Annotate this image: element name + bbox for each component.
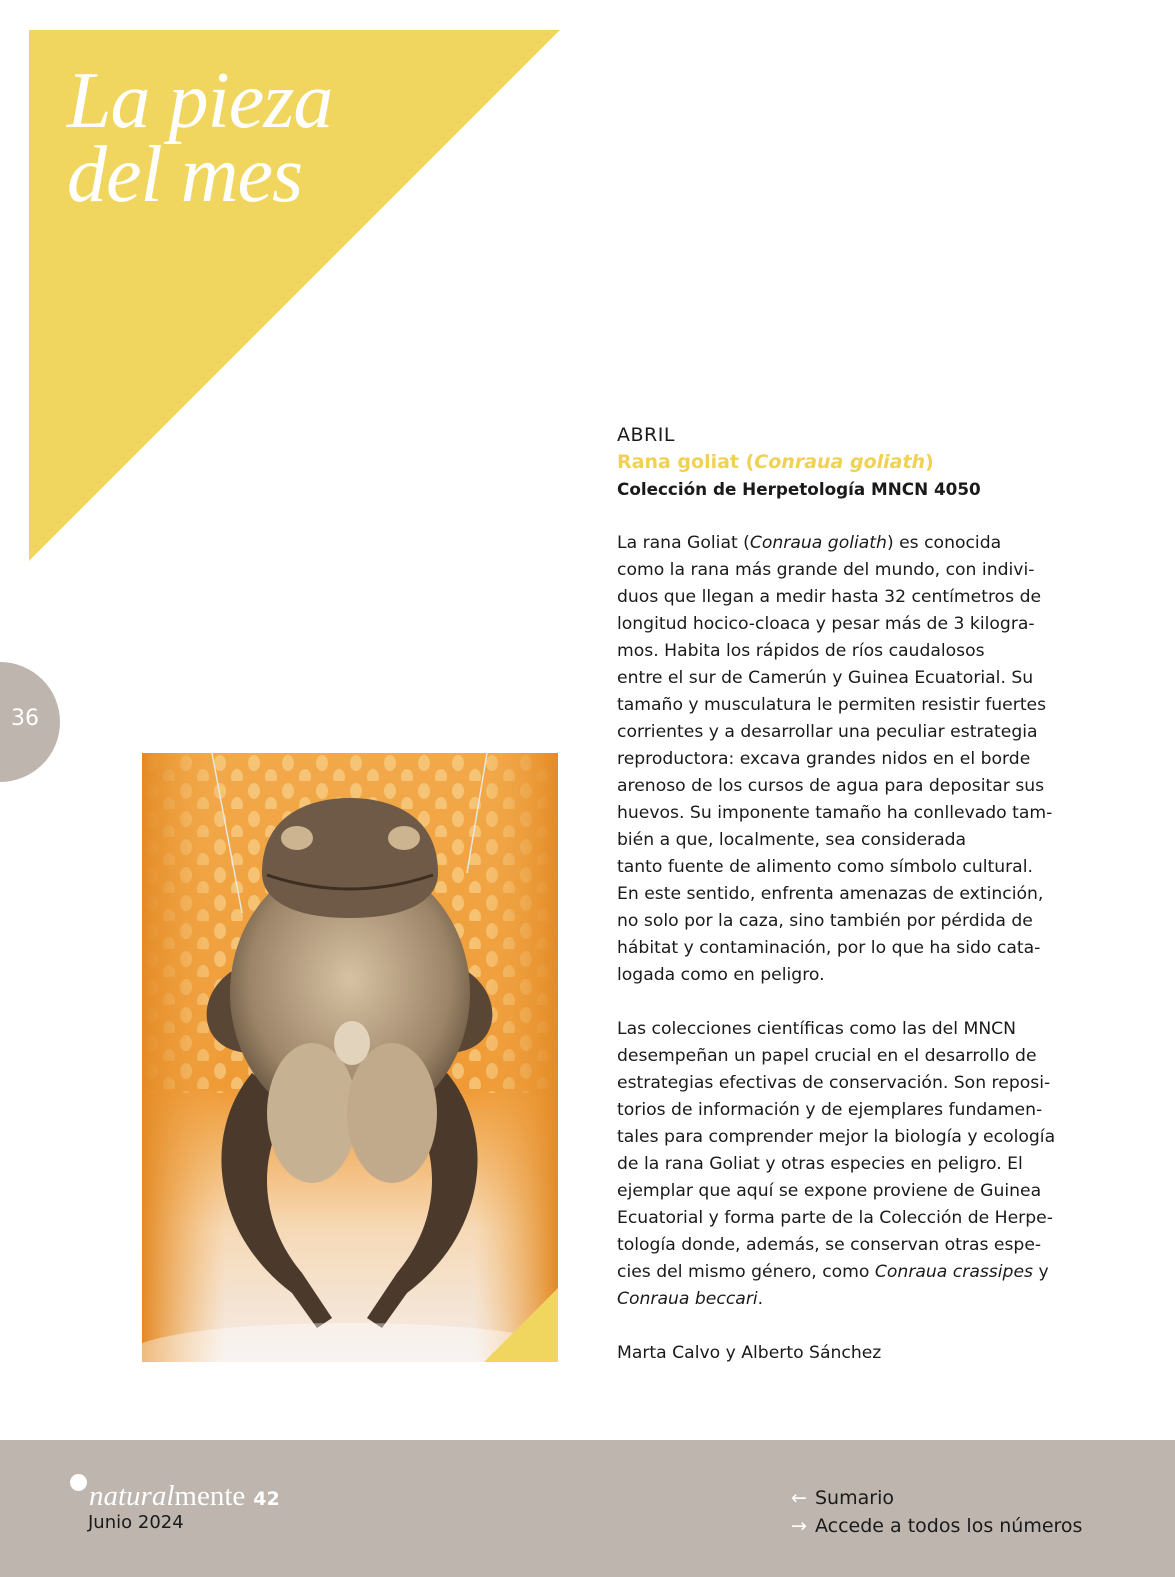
species-latin-name: Conraua goliath	[754, 451, 926, 473]
paragraph-1-line: mos. Habita los rápidos de ríos caudalosos	[617, 641, 985, 661]
paragraph-2-line: Las colecciones científicas como las del MNCN	[617, 1019, 1017, 1039]
paragraph-2-line: desempeñan un papel crucial en el desarrollo de	[617, 1046, 1037, 1066]
article-paragraph-2	[617, 1016, 1092, 1313]
article-species	[617, 449, 1092, 476]
article-collection: Colección de Herpetología MNCN 4050	[617, 479, 981, 499]
p2-last-period: .	[757, 1289, 764, 1309]
summary-link[interactable]	[791, 1484, 1082, 1512]
specimen-photo	[142, 753, 558, 1362]
paragraph-1-line: En este sentido, enfrenta amenazas de extinción,	[617, 884, 1044, 904]
p1-intro-end: ) es conocida	[886, 533, 1002, 553]
paragraph-2-line: torios de información y de ejemplares fundamen-	[617, 1100, 1043, 1120]
p1-intro: La rana Goliat (	[617, 533, 750, 553]
species-common-name: Rana goliat (	[617, 451, 755, 473]
paragraph-1-line: como la rana más grande del mundo, con indivi-	[617, 560, 1035, 580]
magazine-logo	[70, 1480, 280, 1513]
paragraph-1-line: duos que llegan a medir hasta 32 centímetros de	[617, 587, 1042, 607]
paragraph-1-line: hábitat y contaminación, por lo que ha sido cata-	[617, 938, 1041, 958]
paragraph-1-line: reproductora: excava grandes nidos en el borde	[617, 749, 1031, 769]
article-paragraph-1	[617, 530, 1092, 989]
paragraph-2-line: estrategias efectivas de conservación. Son reposi-	[617, 1073, 1051, 1093]
paragraph-2-line: de la rana Goliat y otras especies en peligro. El	[617, 1154, 1023, 1174]
paragraph-2-line: Ecuatorial y forma parte de la Colección de Herpe-	[617, 1208, 1053, 1228]
article-month: ABRIL	[617, 424, 675, 446]
section-title-line1: La pieza	[67, 57, 333, 145]
paragraph-1-line: arenoso de los cursos de agua para depositar sus	[617, 776, 1045, 796]
paragraph-2-line-last	[617, 1259, 1092, 1286]
paragraph-2-line: ejemplar que aquí se expone proviene de Guinea	[617, 1181, 1042, 1201]
section-title-line2: del mes	[67, 131, 303, 219]
paragraph-1-line-0	[617, 530, 1092, 557]
arrow-right-icon: →	[791, 1515, 807, 1537]
p2-latin-crassipes: Conraua crassipes	[874, 1262, 1033, 1282]
issue-number: 42	[253, 1488, 280, 1510]
all-issues-link-label: Accede a todos los números	[815, 1515, 1083, 1537]
paragraph-1-line: huevos. Su imponente tamaño ha conllevado tam-	[617, 803, 1053, 823]
article-author: Marta Calvo y Alberto Sánchez	[617, 1343, 882, 1363]
article	[617, 422, 1092, 1367]
paragraph-1-line: tanto fuente de alimento como símbolo cultural.	[617, 857, 1033, 877]
species-close-paren: )	[925, 451, 934, 473]
paragraph-1-line: logada como en peligro.	[617, 965, 825, 985]
paragraph-1-line: bién a que, localmente, sea considerada	[617, 830, 967, 850]
paragraph-1-line: no solo por la caza, sino también por pérdida de	[617, 911, 1033, 931]
paragraph-2-line: tales para comprender mejor la biología y ecología	[617, 1127, 1056, 1147]
paragraph-2-line-final	[617, 1286, 1092, 1313]
paragraph-1-line: tamaño y musculatura le permiten resistir fuertes	[617, 695, 1047, 715]
p2-last-text: cies del mismo género, como	[617, 1262, 875, 1282]
paragraph-1-line: longitud hocico-cloaca y pesar más de 3 kilogra-	[617, 614, 1035, 634]
footer-nav	[791, 1484, 1082, 1540]
logo-regular: mente	[174, 1480, 246, 1512]
section-title	[67, 57, 333, 219]
paragraph-1-line: corrientes y a desarrollar una peculiar estrategia	[617, 722, 1038, 742]
p1-latin: Conraua goliath	[749, 533, 887, 553]
paragraph-2-line: tología donde, además, se conservan otras espe-	[617, 1235, 1042, 1255]
logo-italic: natural	[89, 1480, 175, 1512]
page-number: 36	[11, 706, 39, 731]
arrow-left-icon: ←	[791, 1487, 807, 1509]
all-issues-link[interactable]	[791, 1512, 1082, 1540]
issue-date: Junio 2024	[88, 1512, 184, 1533]
summary-link-label: Sumario	[815, 1487, 894, 1509]
logo-dot-icon	[70, 1474, 87, 1491]
paragraph-1-line: entre el sur de Camerún y Guinea Ecuatorial. Su	[617, 668, 1034, 688]
p2-last-and: y	[1032, 1262, 1049, 1282]
p2-latin-beccari: Conraua beccari	[617, 1289, 758, 1309]
